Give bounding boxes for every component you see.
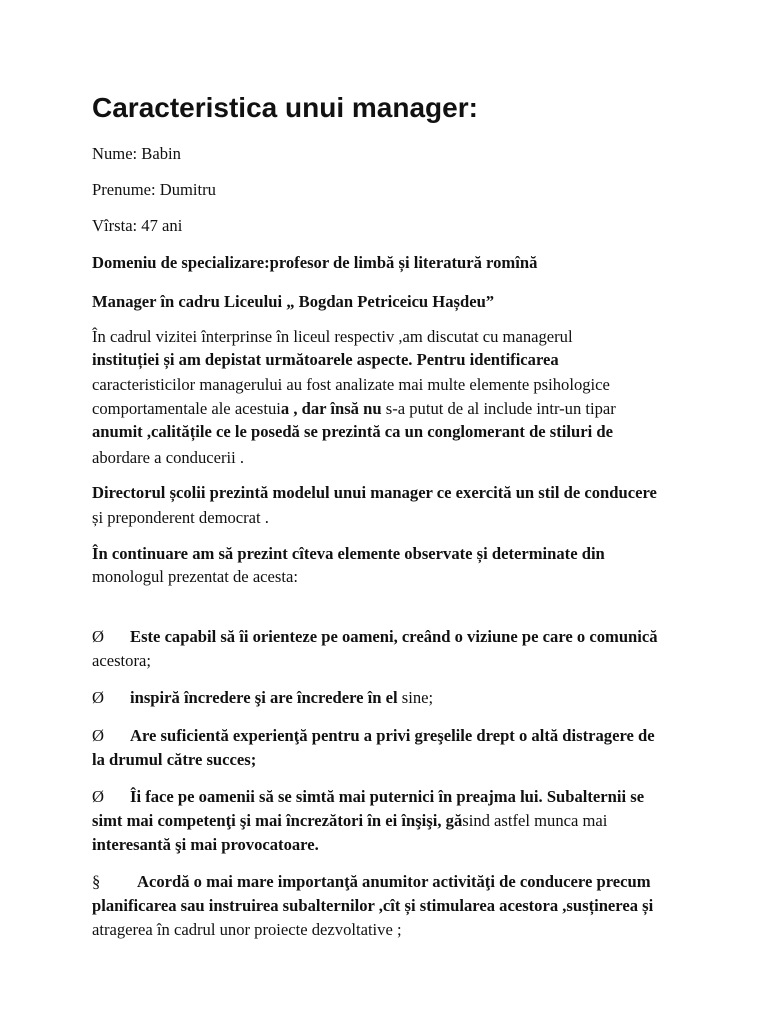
paragraph1-line1: În cadrul vizitei înterprinse în liceul respectiv ,am discutat cu managerul bbox=[92, 327, 573, 346]
bullet2-line bbox=[130, 688, 433, 708]
paragraph1-line4-end: s-a putut de al include intr-un tipar bbox=[385, 399, 616, 418]
bullet-arrow-icon: Ø bbox=[92, 627, 104, 646]
paragraph1-line6: abordare a conducerii . bbox=[92, 448, 245, 467]
bullet-arrow-icon: Ø bbox=[92, 688, 104, 707]
paragraph1-line4 bbox=[92, 399, 616, 419]
bullet4-line2 bbox=[92, 811, 607, 831]
bullet4-line3: interesantă şi mai provocatoare. bbox=[92, 835, 319, 854]
document-title: Caracteristica unui manager: bbox=[92, 92, 478, 123]
name-line: Nume: Babin bbox=[92, 144, 181, 163]
bullet2-end: sine; bbox=[397, 688, 434, 707]
paragraph2-line1: Directorul școlii prezintă modelul unui manager ce exercită un stil de conducere bbox=[92, 483, 657, 502]
paragraph1-line5: anumit ,calitățile ce le posedă se prezintă ca un conglomerant de stiluri de bbox=[92, 422, 613, 441]
bullet2-bold: inspiră încredere şi are încredere în el bbox=[130, 688, 398, 707]
bullet-section-icon: § bbox=[92, 872, 101, 891]
bullet4-line2-end: sind astfel munca mai bbox=[462, 811, 608, 830]
bullet3-line2: la drumul către succes; bbox=[92, 750, 257, 769]
bullet4-line1: Îi face pe oamenii să se simtă mai puternici în preajma lui. Subalternii se bbox=[130, 787, 645, 806]
bullet5-line2: planificarea sau instruirea subalternilor ,cît și stimularea acestora ,susținerea și bbox=[92, 896, 654, 915]
paragraph3-line2: monologul prezentat de acesta: bbox=[92, 567, 298, 586]
paragraph3-line1: În continuare am să prezint cîteva elemente observate și determinate din bbox=[92, 544, 605, 563]
bullet-arrow-icon: Ø bbox=[92, 726, 104, 745]
paragraph1-line3: caracteristicilor managerului au fost analizate mai multe elemente psihologice bbox=[92, 375, 610, 394]
bullet3-line1: Are suficientă experienţă pentru a privi greşelile drept o altă distragere de bbox=[130, 726, 655, 745]
age-line: Vîrsta: 47 ani bbox=[92, 216, 183, 235]
specialization-line: Domeniu de specializare:profesor de limbă și literatură romînă bbox=[92, 253, 538, 272]
paragraph1-line4-start: comportamentale ale acestui bbox=[92, 399, 281, 418]
surname-line: Prenume: Dumitru bbox=[92, 180, 216, 199]
paragraph1-line2: instituției și am depistat următoarele aspecte. Pentru identificarea bbox=[92, 350, 559, 369]
bullet-arrow-icon: Ø bbox=[92, 787, 104, 806]
bullet5-line3: atragerea în cadrul unor proiecte dezvoltative ; bbox=[92, 920, 402, 939]
bullet4-line2-bold: simt mai competenţi şi mai încrezători în ei înşişi, gă bbox=[92, 811, 463, 830]
paragraph1-line4-bold: a , dar însă nu bbox=[280, 399, 386, 418]
bullet1-line1: Este capabil să îi orienteze pe oameni, creând o viziune pe care o comunică bbox=[130, 627, 658, 646]
paragraph2-line2: și preponderent democrat . bbox=[92, 508, 269, 527]
bullet5-line1: Acordă o mai mare importanţă anumitor activităţi de conducere precum bbox=[137, 872, 651, 891]
bullet1-line2: acestora; bbox=[92, 651, 151, 670]
manager-line: Manager în cadru Liceului „ Bogdan Petriceicu Hașdeu” bbox=[92, 292, 495, 311]
